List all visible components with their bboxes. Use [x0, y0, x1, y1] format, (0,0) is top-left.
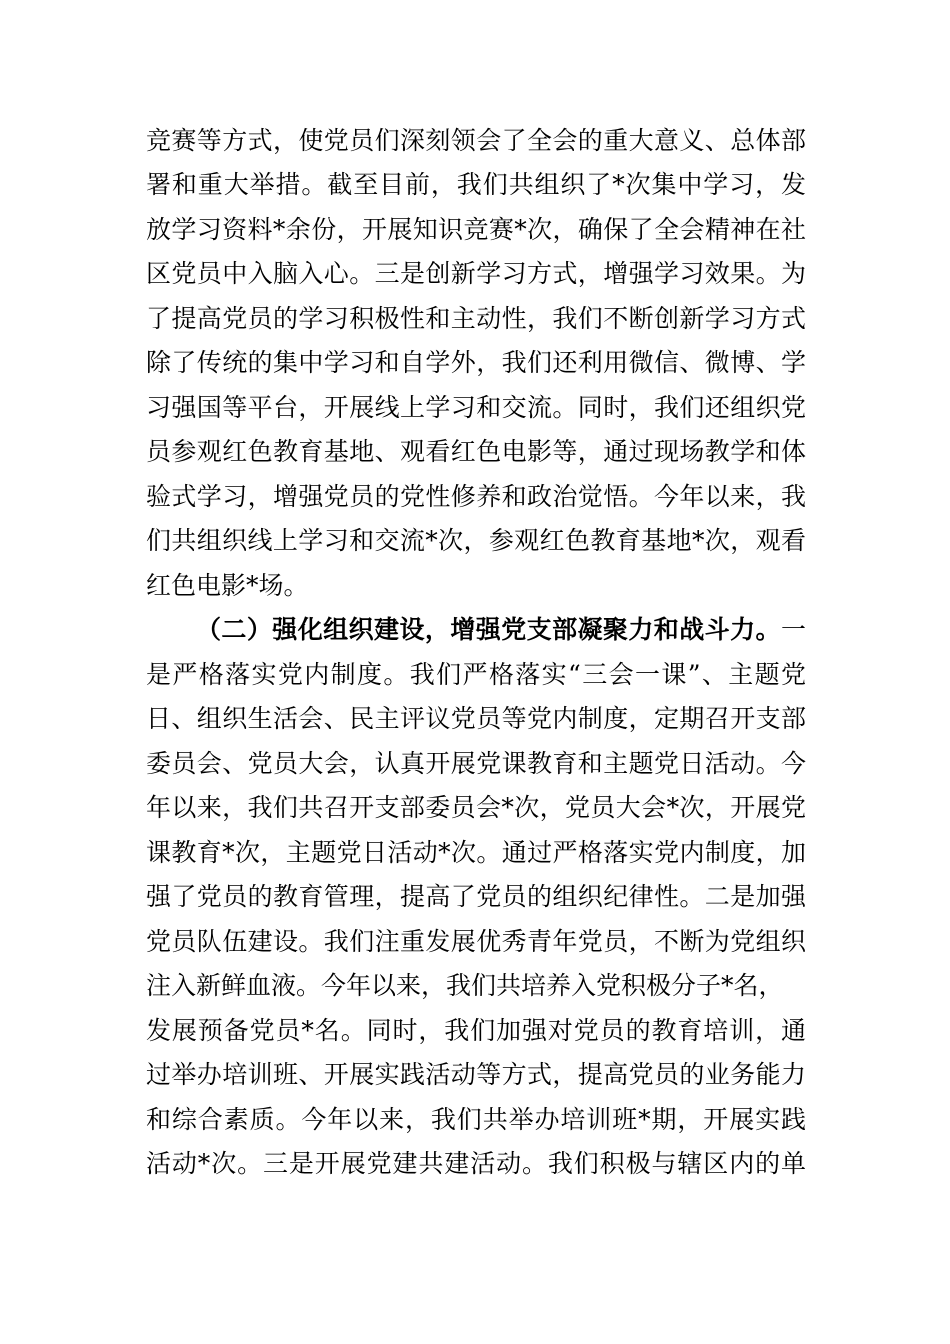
section-line: 注入新鲜血液。今年以来，我们共培养入党积极分子*名， [146, 971, 784, 1000]
section-line: 活动*次。三是开展党建共建活动。我们积极与辖区内的单 [146, 1149, 806, 1178]
body-line: 区党员中入脑入心。三是创新学习方式，增强学习效果。为 [146, 259, 806, 288]
section-line: 过举办培训班、开展实践活动等方式，提高党员的业务能力 [146, 1060, 806, 1089]
section-line: 委员会、党员大会，认真开展党课教育和主题党日活动。今 [146, 749, 806, 778]
section-line: 课教育*次，主题党日活动*次。通过严格落实党内制度，加 [146, 838, 806, 867]
body-line: 验式学习，增强党员的党性修养和政治觉悟。今年以来，我 [146, 482, 806, 511]
section-line: 和综合素质。今年以来，我们共举办培训班*期，开展实践 [146, 1105, 806, 1134]
section-heading: （二）强化组织建设，增强党支部凝聚力和战斗力。 [196, 615, 781, 644]
section-line: 是严格落实党内制度。我们严格落实“三会一课”、主题党 [146, 660, 806, 689]
section-heading-line [196, 608, 806, 652]
section-line: 年以来，我们共召开支部委员会*次，党员大会*次，开展党 [146, 793, 806, 822]
body-line: 习强国等平台，开展线上学习和交流。同时，我们还组织党 [146, 393, 806, 422]
body-line: 除了传统的集中学习和自学外，我们还利用微信、微博、学 [146, 348, 806, 377]
body-line: 放学习资料*余份，开展知识竞赛*次，确保了全会精神在社 [146, 215, 806, 244]
body-line: 红色电影*场。 [146, 571, 309, 600]
section-line: 党员队伍建设。我们注重发展优秀青年党员，不断为党组织 [146, 927, 806, 956]
body-line: 竞赛等方式，使党员们深刻领会了全会的重大意义、总体部 [146, 126, 806, 155]
section-line: 强了党员的教育管理，提高了党员的组织纪律性。二是加强 [146, 882, 806, 911]
body-line: 了提高党员的学习积极性和主动性，我们不断创新学习方式 [146, 304, 806, 333]
section-line: 发展预备党员*名。同时，我们加强对党员的教育培训，通 [146, 1016, 806, 1045]
body-line: 员参观红色教育基地、观看红色电影等，通过现场教学和体 [146, 437, 806, 466]
section-line: 日、组织生活会、民主评议党员等党内制度，定期召开支部 [146, 704, 806, 733]
body-line: 署和重大举措。截至目前，我们共组织了*次集中学习，发 [146, 170, 806, 199]
section-heading-tail: 一 [780, 615, 806, 644]
body-line: 们共组织线上学习和交流*次，参观红色教育基地*次，观看 [146, 526, 806, 555]
